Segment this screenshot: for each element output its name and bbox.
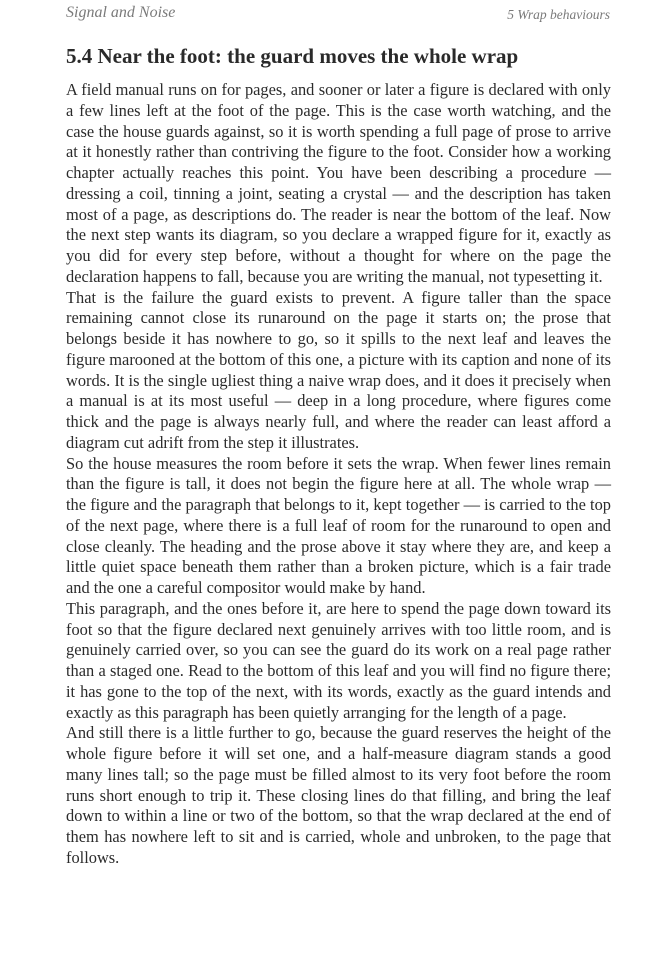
paragraph: That is the failure the guard exists to prevent. A figure taller than the space remaining cannot close its runaround on the page it starts on; the prose that belongs beside it has nowhere to go, so it spills to the next leaf and leaves the figure marooned at the bottom of this one, a picture with its caption and none of its words. It is the single ugliest thing a naive wrap does, and it does it precisely when a manual is at its most useful — deep in a long procedure, where figures come thick and the page is always nearly full, and where the reader can least afford a diagram cut adrift from the step it illustrates. [66, 287, 611, 452]
paragraph: So the house measures the room before it sets the wrap. When fewer lines remain than the figure is tall, it does not begin the figure here at all. The whole wrap — the figure and the paragraph that belongs to it, kept together — is carried to the top of the next page, where there is a full leaf of room for the runaround to open and close cleanly. The heading and the prose above it stay where they are, and keep a little quiet space beneath them rather than a broken picture, which is a fair trade and the one a careful compositor would make by hand. [66, 453, 611, 597]
running-head-book-title: Signal and Noise [66, 4, 176, 21]
running-head [66, 4, 610, 24]
paragraph: A field manual runs on for pages, and sooner or later a figure is declared with only a few lines left at the foot of the page. This is the case worth watching, and the case the house guards against, so it is worth spending a full page of prose to arrive at it honestly rather than contriving the figure to the foot. Consider how a working chapter actually reaches this point. You have been describing a procedure — dressing a coil, tinning a joint, seating a crystal — and the description has taken most of a page, as descriptions do. The reader is near the bottom of the leaf. Now the next step wants its diagram, so you declare a wrapped figure for it, exactly as you did for every step before, without a thought for where on the page the declaration happens to fall, because you are writing the manual, not typesetting it. [66, 80, 611, 286]
running-head-chapter: 5 Wrap behaviours [507, 7, 610, 22]
paragraph: And still there is a little further to go, because the guard reserves the height of the whole figure before it will set one, and a half-measure diagram stands a good many lines tall; so the page must be filled almost to its very foot before the room runs short enough to trip it. These closing lines do that filling, and bring the leaf down to within a line or two of the bottom, so that the wrap declared at the end of them has nowhere left to sit and is carried, whole and unbroken, to the page that follows. [66, 723, 611, 867]
paragraph: This paragraph, and the ones before it, are here to spend the page down toward its foot so that the figure declared next genuinely arrives with too little room, and is genuinely carried over, so you can see the guard do its work on a real page rather than a staged one. Read to the bottom of this leaf and you will find no figure there; it has gone to the top of the next, with its words, exactly as the guard intends and exactly as this paragraph has been quietly arranging for the length of a page. [66, 598, 611, 722]
section-title: 5.4 Near the foot: the guard moves the whole wrap [66, 44, 519, 68]
body-text [66, 80, 611, 869]
